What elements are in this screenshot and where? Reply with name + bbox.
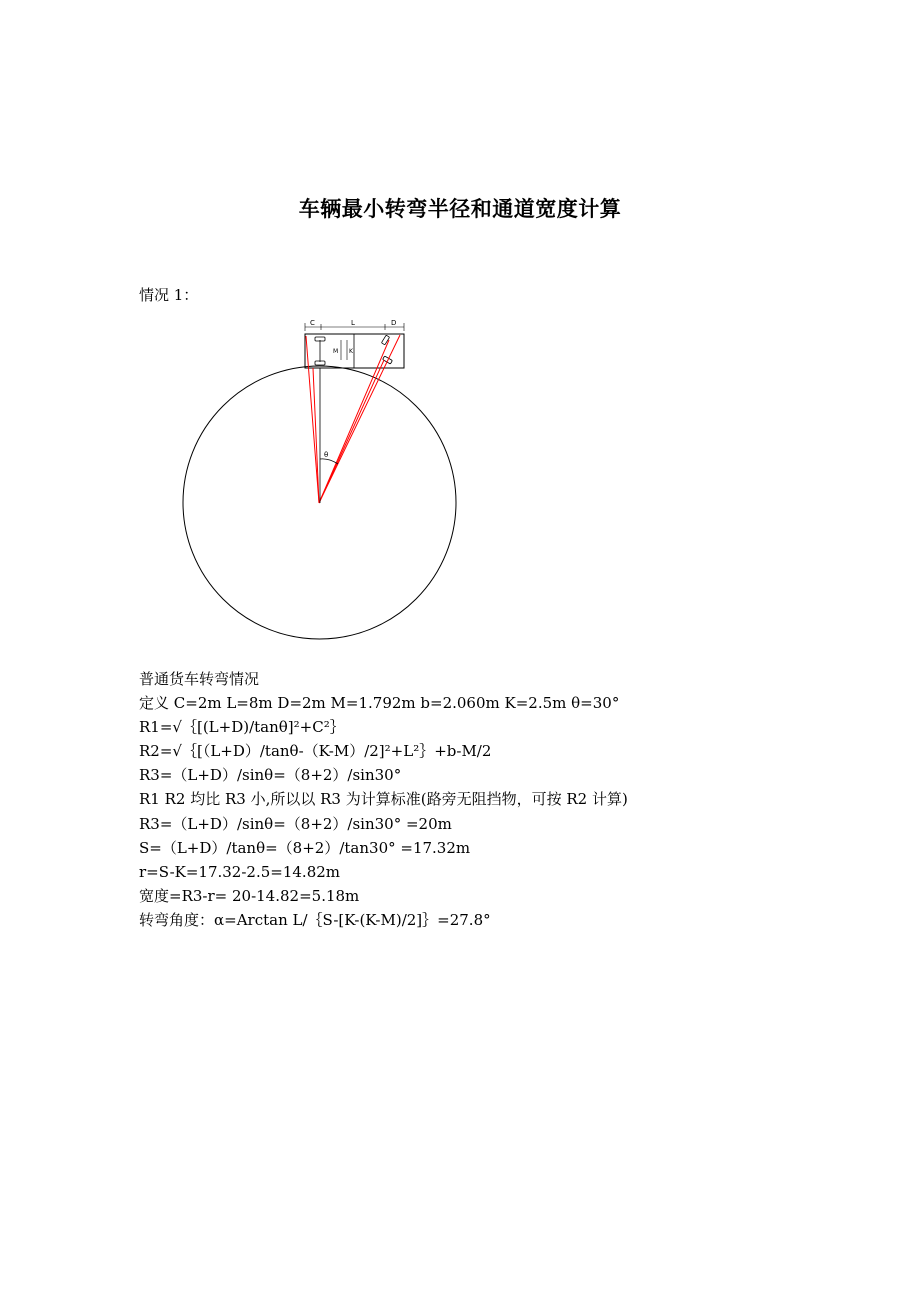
dimension-label-l: L [351, 319, 355, 327]
calc-r2-formula: R2=√｛[（L+D）/tanθ-（K-M）/2]²+L²｝+b-M/2 [139, 742, 492, 761]
dimension-label-c: C [310, 319, 315, 327]
calc-r1-formula: R1=√｛[(L+D)/tanθ]²+C²｝ [139, 718, 345, 737]
theta-label: θ [324, 451, 329, 459]
front-wheel-top [381, 335, 389, 345]
calc-angle-result: 转弯角度：α=Arctan L/｛S-[K-(K-M)/2]｝=27.8° [139, 910, 491, 929]
calc-note: R1 R2 均比 R3 小,所以以 R3 为计算标准(路旁无阻挡物，可按 R2 计算) [139, 790, 628, 809]
label-k: K [349, 348, 353, 355]
label-m: M [333, 348, 339, 355]
case-label: 情况 1： [139, 286, 199, 304]
calc-width-result: 宽度=R3-r= 20-14.82=5.18m [139, 886, 360, 905]
document-title: 车辆最小转弯半径和通道宽度计算 [298, 197, 622, 221]
calc-r-result: r=S-K=17.32-2.5=14.82m [139, 862, 341, 881]
calc-r3-result: R3=（L+D）/sinθ=（8+2）/sin30° =20m [139, 814, 452, 833]
theta-arc [320, 459, 338, 464]
calc-definitions: 定义 C=2m L=8m D=2m M=1.792m b=2.060m K=2.5m θ=30° [139, 694, 620, 713]
dimension-label-d: D [391, 319, 397, 327]
calc-heading: 普通货车转弯情况 [139, 670, 260, 688]
turning-radius-diagram [175, 310, 465, 645]
calc-s-result: S=（L+D）/tanθ=（8+2）/tan30° =17.32m [139, 838, 471, 857]
calc-r3-formula: R3=（L+D）/sinθ=（8+2）/sin30° [139, 766, 402, 785]
calculation-section [139, 667, 628, 932]
